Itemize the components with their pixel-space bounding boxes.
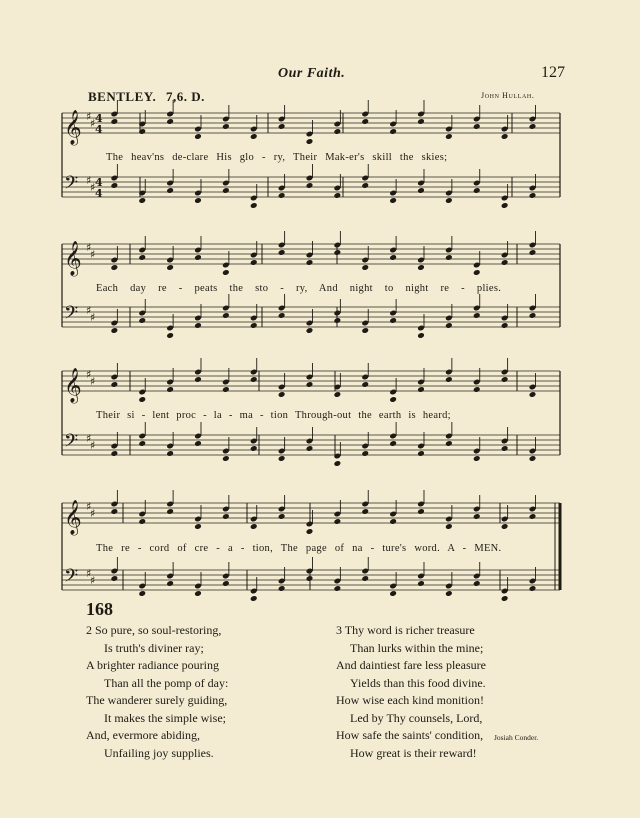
note-head [222,386,230,393]
note-head [194,523,202,530]
note-head [389,197,397,204]
note-head [501,376,509,383]
note-head [138,590,146,597]
note-head [138,254,146,261]
note-head [417,332,425,339]
note-head [417,118,425,125]
note-head [222,123,230,130]
note-head [529,123,537,130]
verse-line: Unfailing joy supplies. [104,745,214,760]
lyric-line-4: The re - cord of cre - a - tion, The page of na - ture's word. A - MEN. [96,543,502,554]
note-head [417,264,425,271]
note-head [445,590,453,597]
verse-line: How wise each kind monition! [336,693,484,707]
verse-line: It makes the simple wise; [104,710,226,725]
verse-line: Is truth's diviner ray; [104,640,204,655]
note-head [138,197,146,204]
note-head [361,264,369,271]
note-head [334,391,342,398]
bass-clef: 𝄢 [64,173,79,198]
time-signature: 4 [95,112,103,125]
note-head [417,508,425,515]
note-head [389,317,397,324]
sharp-sign: ♯ [86,567,92,580]
note-head [417,386,425,393]
note-head [250,133,258,140]
note-head [334,249,342,256]
note-head [473,513,481,520]
sharp-sign: ♯ [86,241,92,254]
note-head [250,523,258,530]
note-head [194,133,202,140]
note-head [334,460,342,467]
note-head [111,182,119,189]
note-head [166,386,174,393]
note-head [138,518,146,525]
note-head [389,440,397,447]
note-head [529,513,537,520]
note-head [445,322,453,329]
note-head [222,187,230,194]
verse-line: Than lurks within the mine; [350,640,484,655]
note-head [361,450,369,457]
note-head [166,508,174,515]
note-head [501,445,509,452]
verse-line: A brighter radiance pouring [86,658,219,672]
note-head [194,322,202,329]
note-head [306,445,314,452]
note-head [529,391,537,398]
note-head [111,381,119,388]
treble-clef: 𝄞 [64,110,82,145]
note-head [278,312,286,319]
sharp-sign: ♯ [90,117,96,130]
note-head [417,450,425,457]
note-head [166,332,174,339]
note-head [361,508,369,515]
note-head [306,575,314,582]
note-head [250,322,258,329]
note-head [306,138,314,145]
sharp-sign: ♯ [86,368,92,381]
note-head [194,590,202,597]
note-head [473,269,481,276]
hymn-number: 168 [86,599,113,619]
note-head [417,187,425,194]
lyric-line-1: The heav'ns de-clare His glo - ry, Their Mak-er's skill the skies; [106,152,448,163]
note-head [306,528,314,535]
note-head [334,518,342,525]
note-head [529,455,537,462]
note-head [473,455,481,462]
note-head [389,590,397,597]
note-head [445,133,453,140]
note-head [334,317,342,324]
composer-credit: John Hullah. [481,91,535,100]
note-head [334,585,342,592]
note-head [306,259,314,266]
time-signature: 4 [95,123,103,136]
note-head [445,376,453,383]
sharp-sign: ♯ [86,432,92,445]
verse-line: Than all the pomp of day: [104,675,229,690]
note-head [138,396,146,403]
note-head [473,312,481,319]
verse-line: And daintiest fare less pleasure [336,658,486,672]
note-head [389,254,397,261]
bass-clef: 𝄢 [64,303,79,328]
verse-line: The wanderer surely guiding, [86,693,228,707]
note-head [306,327,314,334]
note-head [250,259,258,266]
sharp-sign: ♯ [86,110,92,123]
note-head [417,580,425,587]
verse-3 [336,622,486,762]
sharp-sign: ♯ [90,507,96,520]
note-head [361,182,369,189]
page-header-title: Our Faith. [278,66,346,81]
verse-line: Led by Thy counsels, Lord, [350,710,483,725]
note-head [278,585,286,592]
note-head [529,312,537,319]
note-head [361,118,369,125]
note-head [222,269,230,276]
note-head [389,128,397,135]
note-head [445,197,453,204]
note-head [222,312,230,319]
note-head [111,118,119,125]
verse-2 [86,622,228,762]
verse-line: 3 Thy word is richer treasure [336,623,475,637]
sharp-sign: ♯ [90,181,96,194]
note-head [278,123,286,130]
note-head [278,192,286,199]
author-credit: Josiah Conder. [494,733,539,742]
note-head [501,322,509,329]
note-head [445,440,453,447]
note-head [166,264,174,271]
time-signature: 4 [95,187,103,200]
note-head [194,254,202,261]
note-head [194,376,202,383]
note-head [334,128,342,135]
note-head [529,585,537,592]
note-head [473,187,481,194]
sharp-sign: ♯ [90,248,96,261]
note-head [250,376,258,383]
sharp-sign: ♯ [90,574,96,587]
note-head [501,595,509,602]
tune-name: BENTLEY. [88,89,157,104]
note-head [501,523,509,530]
sharp-sign: ♯ [86,174,92,187]
note-head [278,455,286,462]
note-head [361,575,369,582]
treble-clef: 𝄞 [64,500,82,535]
note-head [278,249,286,256]
sharp-sign: ♯ [86,500,92,513]
note-head [250,445,258,452]
note-head [194,440,202,447]
note-head [166,118,174,125]
note-head [473,123,481,130]
note-head [473,386,481,393]
note-head [222,455,230,462]
tune-meter: 7,6. D. [165,89,205,104]
note-head [278,513,286,520]
treble-clef: 𝄞 [64,241,82,276]
note-head [306,182,314,189]
note-head [501,133,509,140]
note-head [111,508,119,515]
note-head [138,440,146,447]
verse-line: And, evermore abiding, [86,728,200,742]
note-head [529,192,537,199]
note-head [278,391,286,398]
note-head [473,580,481,587]
bass-clef: 𝄢 [64,431,79,456]
note-head [334,192,342,199]
sharp-sign: ♯ [90,439,96,452]
sharp-sign: ♯ [90,375,96,388]
bass-clef: 𝄢 [64,566,79,591]
sharp-sign: ♯ [90,311,96,324]
note-head [250,595,258,602]
sharp-sign: ♯ [86,304,92,317]
note-head [194,197,202,204]
note-head [361,381,369,388]
note-head [389,396,397,403]
verse-line: How safe the saints' condition, [336,728,484,742]
note-head [166,187,174,194]
note-head [111,264,119,271]
note-head [306,381,314,388]
note-head [501,259,509,266]
verse-line: Yields than this food divine. [350,675,486,690]
note-head [111,327,119,334]
treble-clef: 𝄞 [64,368,82,403]
lyric-line-3: Their si - lent proc - la - ma - tion Through-out the earth is heard; [96,410,451,421]
page-number: 127 [541,64,565,81]
note-head [222,580,230,587]
note-head [445,254,453,261]
note-head [501,202,509,209]
note-head [389,518,397,525]
verse-line: 2 So pure, so soul-restoring, [86,623,222,637]
note-head [111,575,119,582]
verse-line: How great is their reward! [350,745,477,760]
note-head [361,327,369,334]
note-head [166,450,174,457]
note-head [445,523,453,530]
lyric-line-2: Each day re - peats the sto - ry, And night to night re - plies. [96,283,502,294]
time-signature: 4 [95,176,103,189]
note-head [222,513,230,520]
note-head [138,317,146,324]
note-head [250,202,258,209]
note-head [529,249,537,256]
note-head [166,580,174,587]
note-head [111,450,119,457]
